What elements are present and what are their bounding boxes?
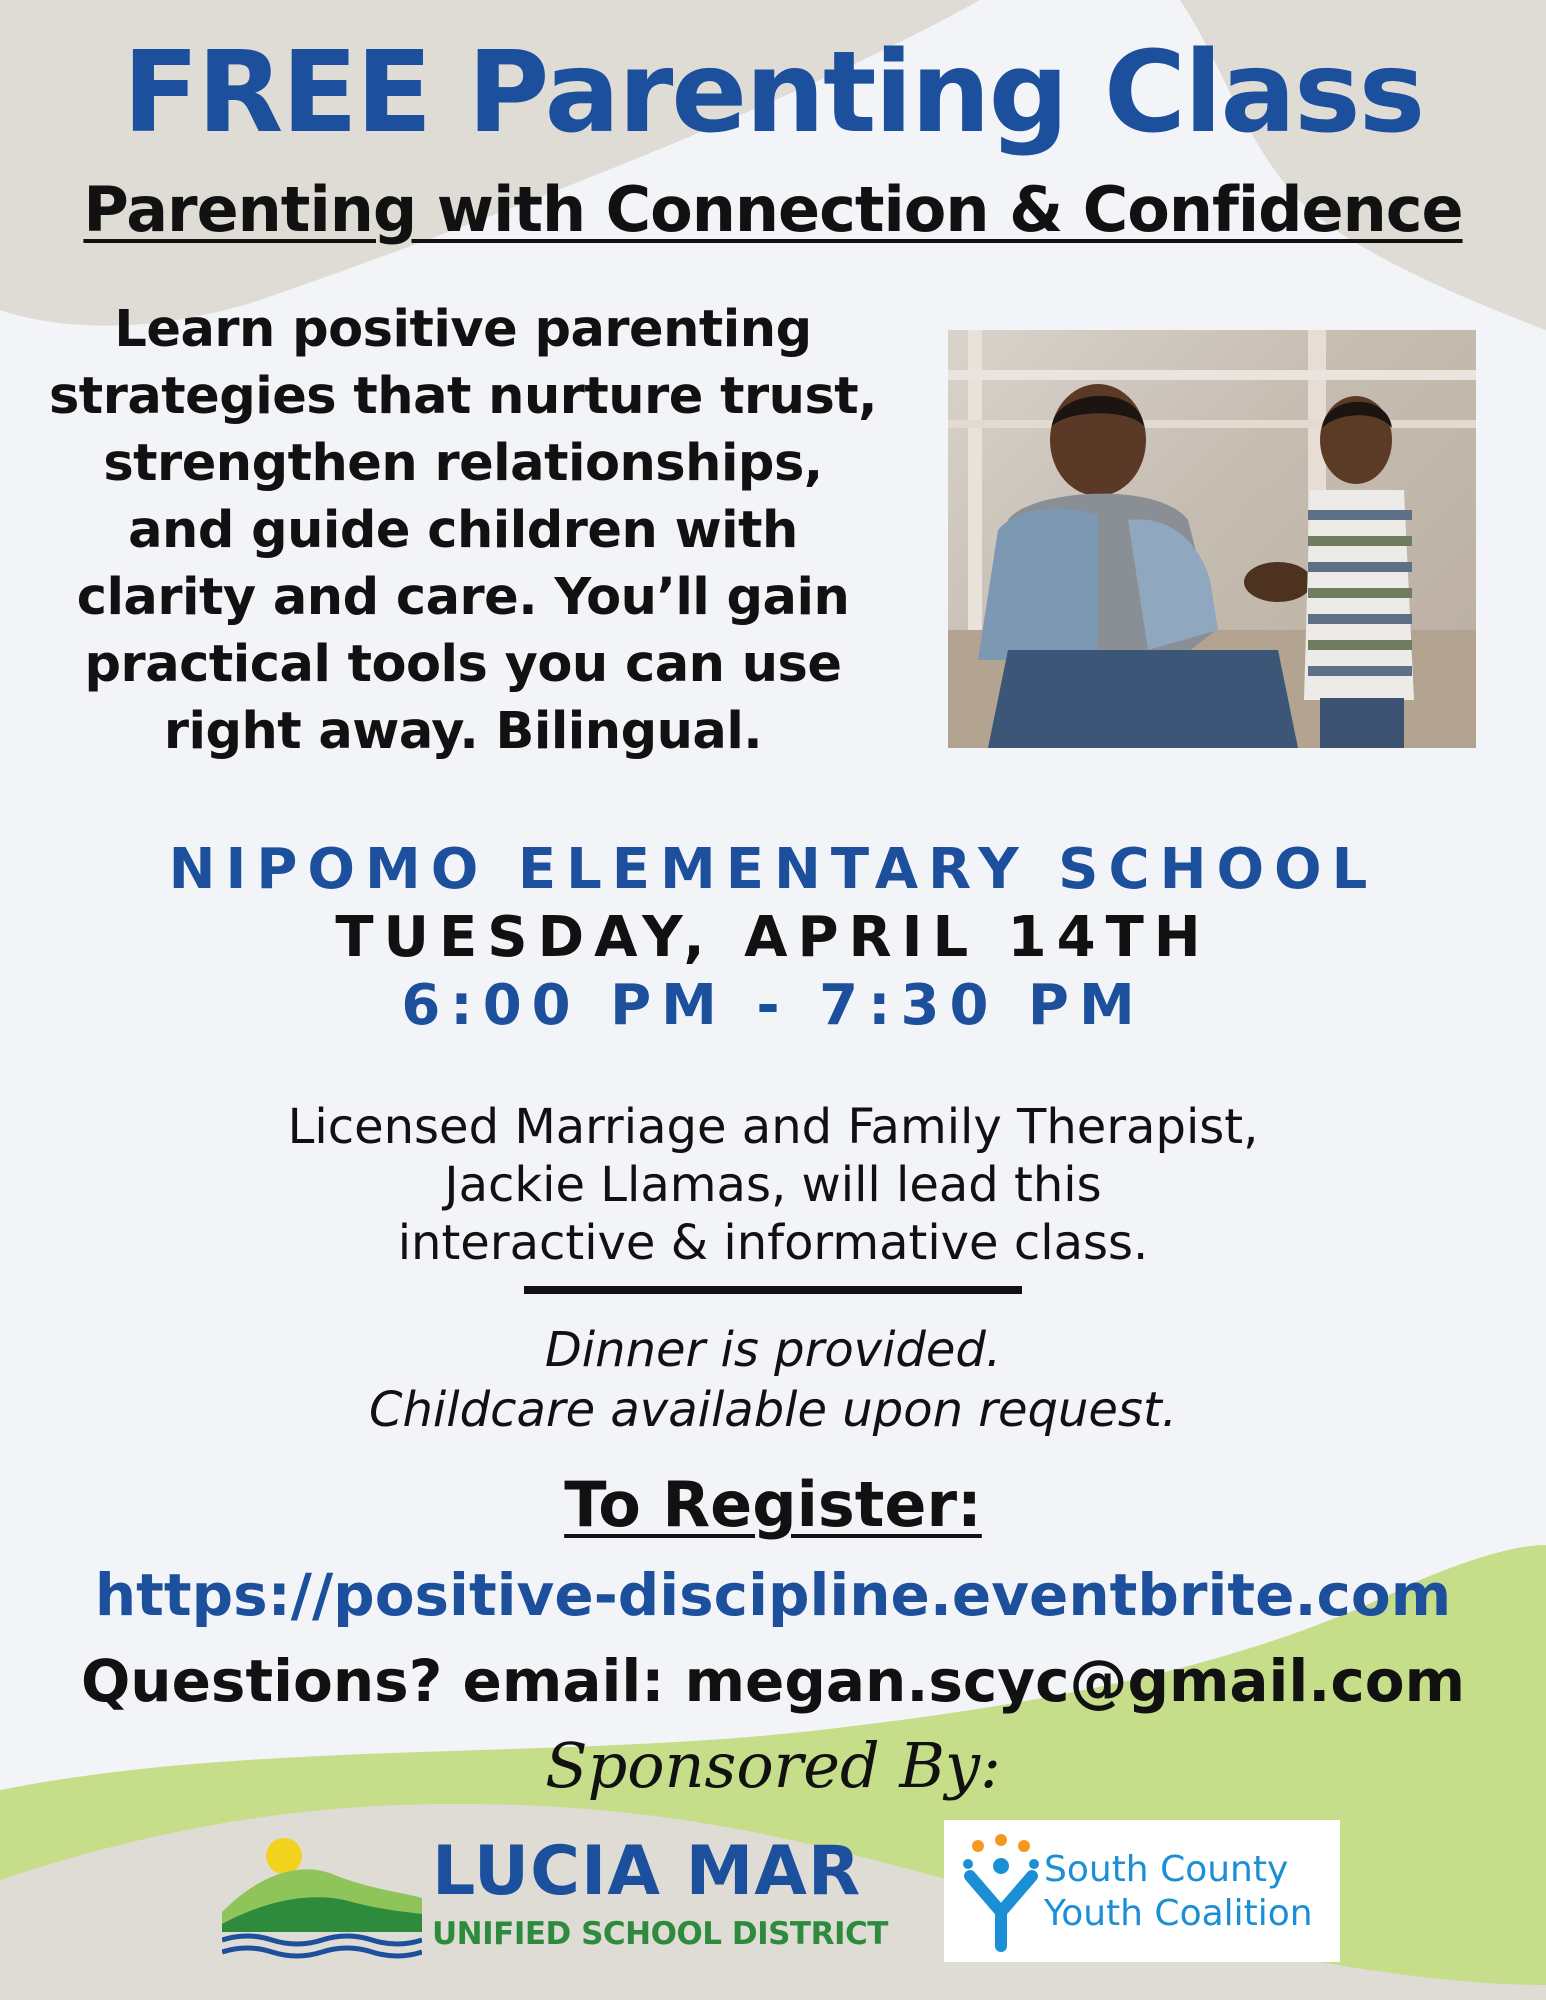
lucia-mar-emblem-icon — [222, 1832, 422, 1962]
lucia-mar-subtitle: UNIFIED SCHOOL DISTRICT — [432, 1916, 888, 1952]
therapist-line: Licensed Marriage and Family Therapist, — [287, 1099, 1259, 1155]
scyc-head — [993, 1858, 1009, 1874]
intro-line: strategies that nurture trust, — [48, 367, 878, 426]
scyc-logo — [944, 1820, 1340, 1962]
scyc-dot — [995, 1834, 1007, 1846]
sun-icon — [266, 1838, 302, 1874]
intro-line: practical tools you can use — [84, 635, 842, 694]
intro-line: right away. Bilingual. — [163, 702, 763, 761]
father-jeans — [988, 650, 1298, 748]
subtitle-text: Parenting with Connection & Confidence — [83, 173, 1463, 246]
questions-email[interactable]: Questions? email: megan.scyc@gmail.com — [80, 1647, 1465, 1715]
scyc-dot — [963, 1859, 973, 1869]
event-date: TUESDAY, APRIL 14TH — [335, 905, 1211, 970]
boy-stripe — [1308, 510, 1412, 520]
scyc-dot — [1029, 1859, 1039, 1869]
boy-stripe — [1308, 666, 1412, 676]
scyc-emblem-icon — [956, 1832, 1046, 1952]
scyc-dot — [972, 1840, 984, 1852]
scyc-name — [1044, 1848, 1313, 1936]
lucia-mar-logo — [222, 1832, 888, 1962]
therapist-info — [0, 1098, 1546, 1272]
event-time: 6:00 PM - 7:30 PM — [401, 973, 1145, 1038]
boy-stripe — [1308, 562, 1412, 572]
boy-stripe — [1308, 588, 1412, 598]
perks-line: Childcare available upon request. — [368, 1382, 1178, 1438]
register-heading — [0, 1466, 1546, 1544]
subtitle — [0, 172, 1546, 248]
hands — [1244, 562, 1312, 602]
photo-bg-rail — [948, 370, 1476, 380]
intro-line: strengthen relationships, — [103, 434, 823, 493]
registration-link[interactable]: https://positive-discipline.eventbrite.com — [94, 1561, 1452, 1629]
boy-stripe — [1308, 536, 1412, 546]
intro-line: clarity and care. You’ll gain — [76, 568, 850, 627]
therapist-line: Jackie Llamas, will lead this — [444, 1157, 1102, 1213]
intro-line: and guide children with — [128, 501, 798, 560]
section-divider — [524, 1286, 1022, 1294]
therapist-line: interactive & informative class. — [397, 1215, 1149, 1271]
perks-info — [0, 1320, 1546, 1440]
water-wave — [222, 1936, 422, 1944]
perks-line: Dinner is provided. — [544, 1322, 1002, 1378]
page-title: FREE Parenting Class — [122, 28, 1424, 158]
photo-bg-rail — [948, 420, 1476, 428]
scyc-dot — [1018, 1840, 1030, 1852]
scyc-line2: Youth Coalition — [1044, 1893, 1313, 1934]
intro-line: Learn positive parenting — [114, 300, 812, 359]
intro-paragraph — [28, 296, 898, 765]
scyc-line1: South County — [1044, 1849, 1289, 1890]
water-wave — [222, 1948, 422, 1956]
boy-jeans — [1320, 698, 1404, 748]
event-location: NIPOMO ELEMENTARY SCHOOL — [168, 837, 1378, 902]
boy-stripe — [1308, 614, 1412, 624]
sponsored-by-heading: Sponsored By: — [545, 1729, 1001, 1802]
father-jacket — [978, 509, 1098, 660]
register-heading-text: To Register: — [564, 1468, 982, 1541]
lucia-mar-name: LUCIA MAR — [432, 1832, 862, 1911]
boy-stripe — [1308, 640, 1412, 650]
parent-child-photo — [948, 330, 1476, 748]
